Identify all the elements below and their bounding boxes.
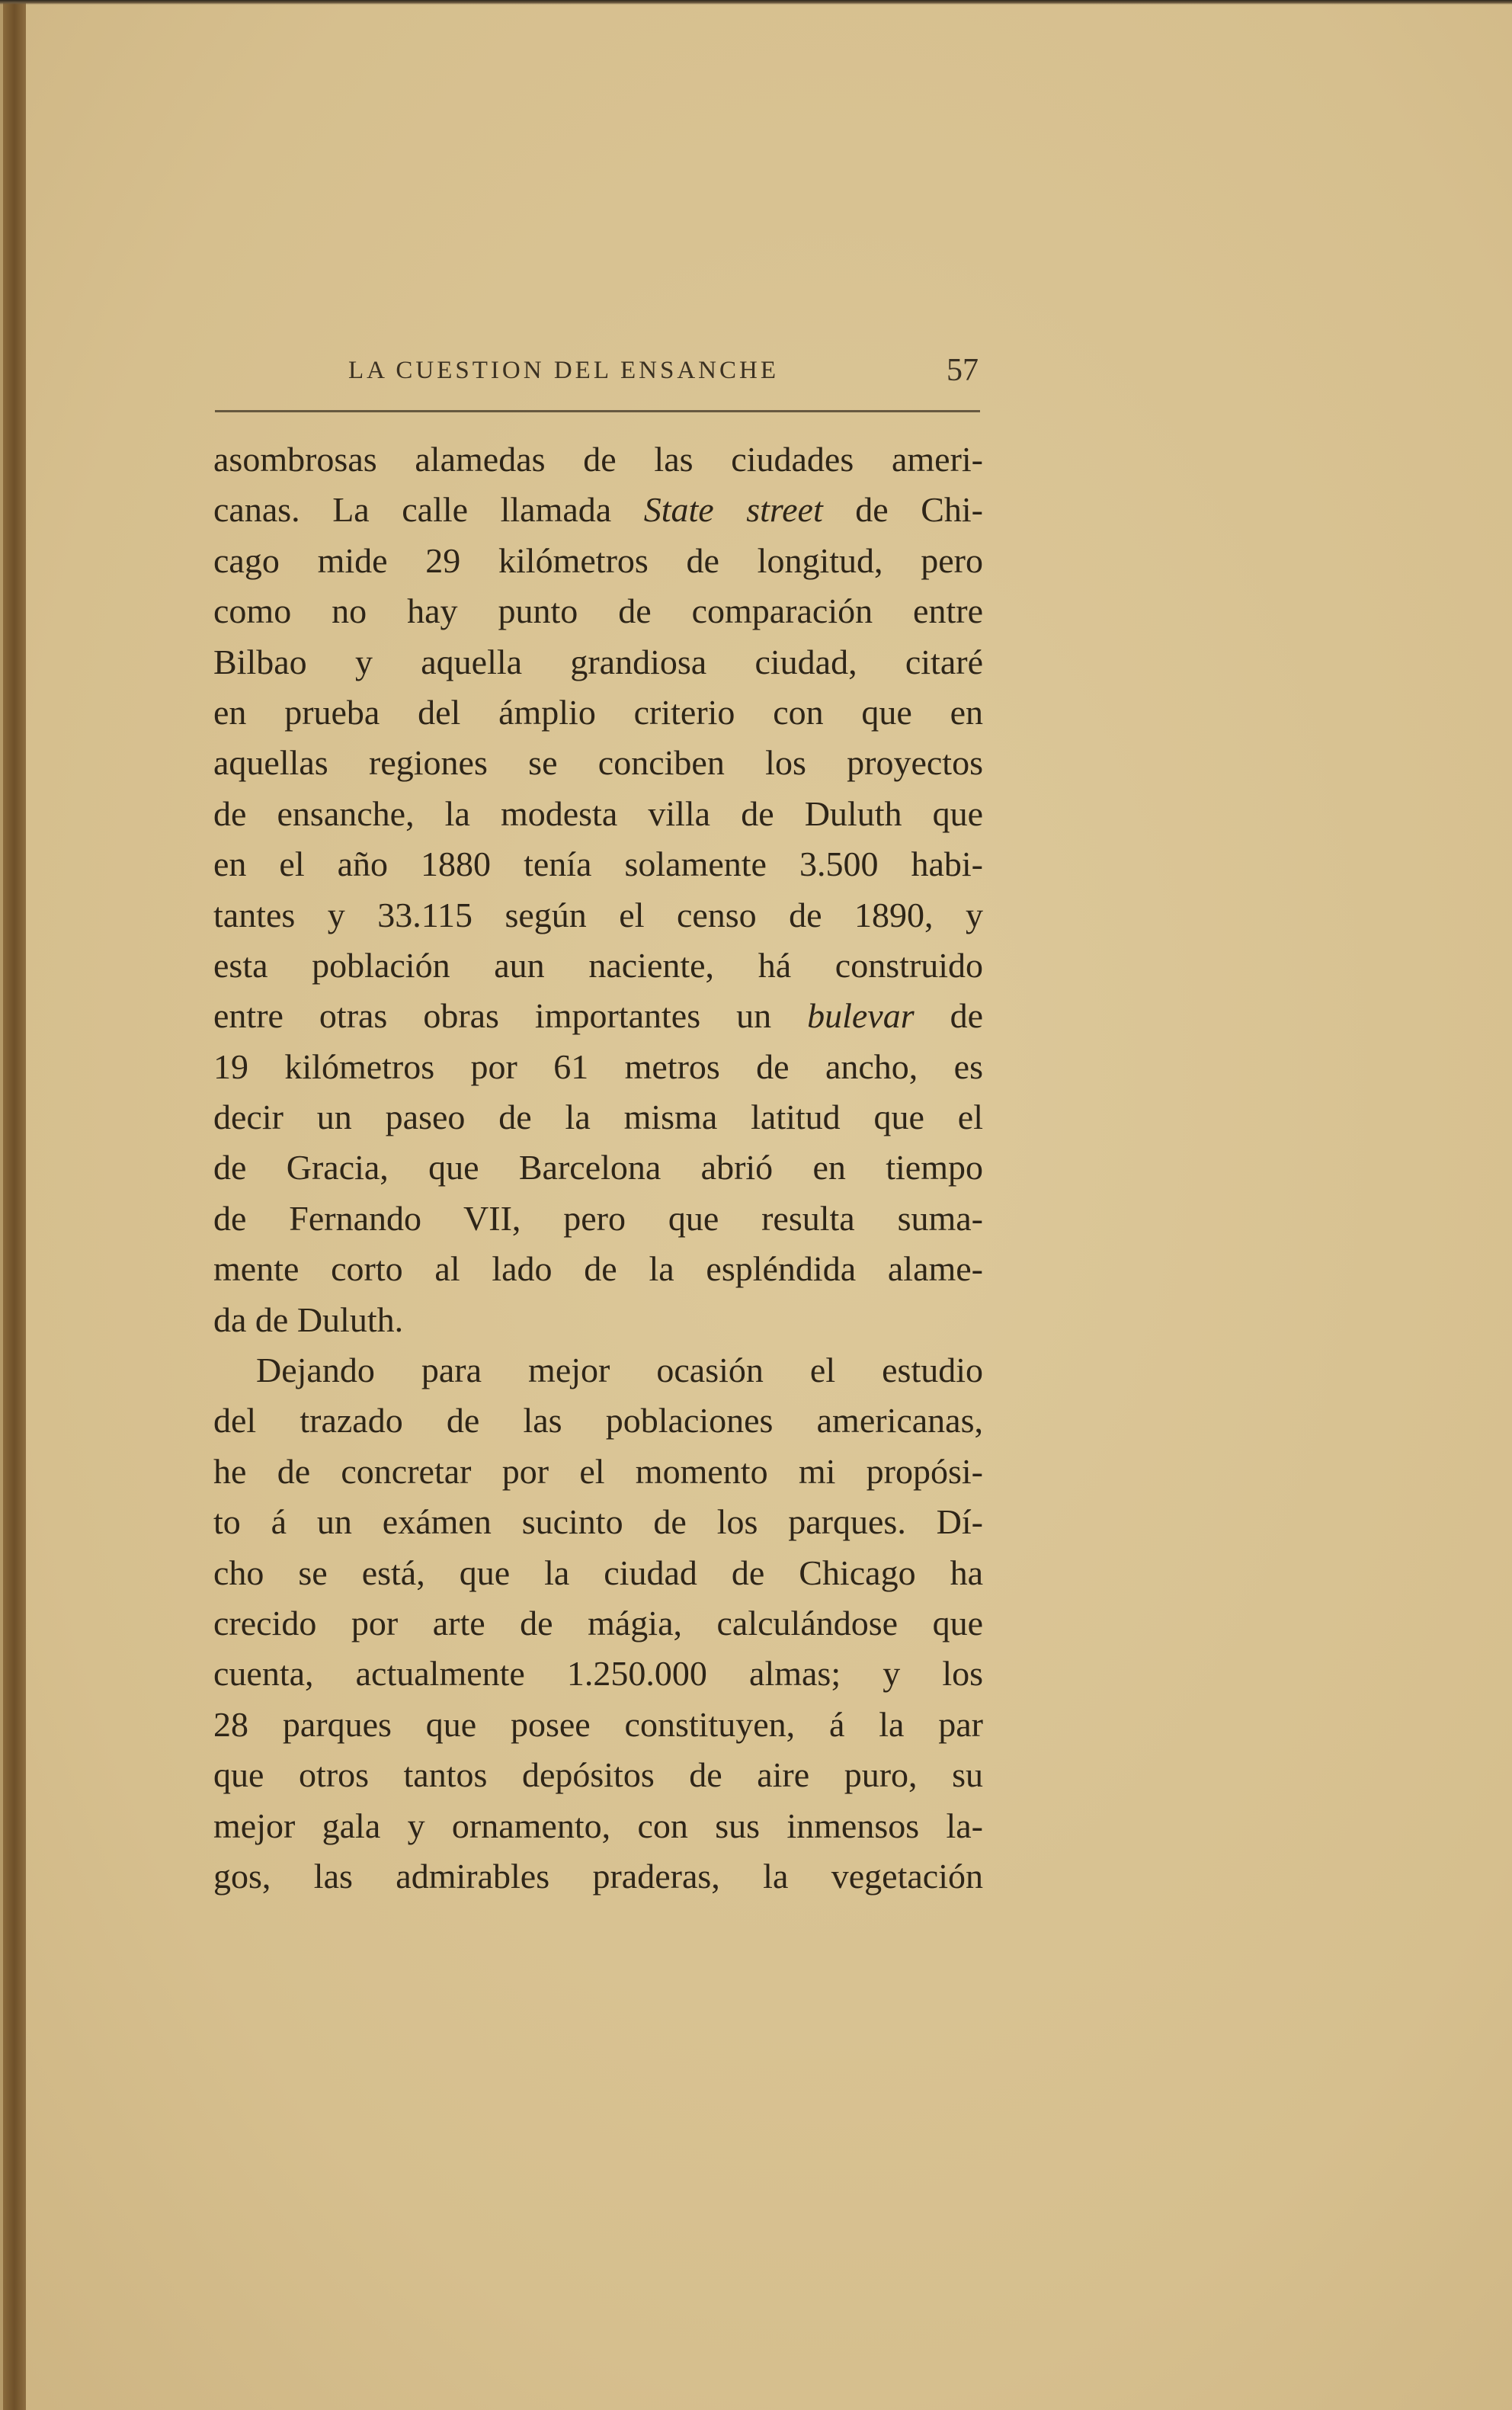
text-line: [213, 1092, 983, 1143]
text-segment: tantes y 33.115 según el censo de 1890, y: [213, 895, 983, 934]
line-content: [213, 434, 983, 485]
line-content: [213, 1194, 983, 1244]
text-line: [213, 991, 983, 1041]
text-segment: cago mide 29 kilómetros de longitud, pero: [213, 540, 983, 580]
line-content: [213, 1143, 983, 1193]
line-content: [213, 1244, 983, 1294]
text-segment: da de Duluth.: [213, 1300, 404, 1339]
line-content: [213, 1042, 983, 1092]
line-content: [213, 839, 983, 889]
line-content: [213, 1750, 983, 1800]
line-content: [213, 1092, 983, 1143]
text-line: [213, 789, 983, 839]
text-line: [213, 586, 983, 636]
line-content: [213, 1649, 983, 1699]
text-line: [213, 1143, 983, 1193]
text-line: [213, 1548, 983, 1598]
text-line: [213, 1396, 983, 1446]
text-line: [213, 637, 983, 687]
line-content: [213, 890, 983, 941]
line-content: [213, 941, 983, 991]
line-content: [213, 637, 983, 687]
text-segment: de: [914, 996, 983, 1036]
line-content: [213, 1548, 983, 1598]
text-line: [213, 1851, 983, 1902]
text-line: [213, 1295, 983, 1345]
text-line: [213, 1801, 983, 1851]
text-line: [213, 434, 983, 485]
text-segment: entre otras obras importantes un: [213, 996, 808, 1036]
paragraph: [213, 434, 983, 1345]
text-segment: mejor gala y ornamento, con sus inmensos la-: [213, 1806, 983, 1845]
text-segment: decir un paseo de la misma latitud que el: [213, 1098, 983, 1137]
text-segment: en prueba del ámplio criterio con que en: [213, 692, 983, 732]
line-content: [213, 1801, 983, 1851]
text-line: [213, 1598, 983, 1649]
text-segment: aquellas regiones se conciben los proyectos: [213, 743, 983, 783]
text-segment: del trazado de las poblaciones americanas,: [213, 1401, 983, 1441]
text-segment: canas. La calle llamada: [213, 490, 644, 530]
text-line: [213, 1194, 983, 1244]
text-segment: Dejando para mejor ocasión el estudio: [256, 1351, 983, 1390]
text-line: [213, 1447, 983, 1497]
page-top-edge: [0, 0, 1512, 5]
text-segment: cuenta, actualmente 1.250.000 almas; y los: [213, 1654, 983, 1694]
text-line: [213, 941, 983, 991]
page-number: 57: [947, 353, 979, 388]
text-line: [213, 1750, 983, 1800]
line-content: [213, 485, 983, 535]
text-segment: esta población aun naciente, há construido: [213, 945, 983, 985]
running-header: [215, 353, 979, 396]
text-segment: Bilbao y aquella grandiosa ciudad, citaré: [213, 642, 983, 681]
line-content: [213, 1447, 983, 1497]
text-line: [213, 890, 983, 941]
text-line: [213, 1244, 983, 1294]
text-segment: de Gracia, que Barcelona abrió en tiempo: [213, 1148, 983, 1187]
text-segment: de Fernando VII, pero que resulta suma-: [213, 1198, 983, 1238]
text-segment: gos, las admirables praderas, la vegetación: [213, 1856, 983, 1896]
text-segment: de Chi-: [822, 490, 984, 530]
text-segment: 28 parques que posee constituyen, á la par: [213, 1704, 983, 1744]
line-content: [256, 1345, 983, 1396]
text-line: [213, 1042, 983, 1092]
line-content: [213, 738, 983, 788]
text-segment: crecido por arte de mágia, calculándose que: [213, 1603, 983, 1642]
body-text: [213, 434, 983, 1902]
running-title: LA CUESTION DEL ENSANCHE: [348, 357, 780, 384]
italic-text: State street: [643, 490, 823, 530]
line-content: [213, 1851, 983, 1902]
text-segment: mente corto al lado de la espléndida alame-: [213, 1249, 983, 1289]
book-binding: [3, 0, 26, 2410]
header-rule: [215, 410, 980, 412]
text-segment: 19 kilómetros por 61 metros de ancho, es: [213, 1046, 983, 1086]
text-line: [213, 839, 983, 889]
text-segment: cho se está, que la ciudad de Chicago ha: [213, 1553, 983, 1592]
paragraph: [213, 1345, 983, 1902]
line-content: [213, 536, 983, 586]
text-line: [213, 738, 983, 788]
text-line: [213, 485, 983, 535]
text-segment: que otros tantos depósitos de aire puro, su: [213, 1755, 983, 1795]
text-segment: asombrosas alamedas de las ciudades ameri-: [213, 440, 983, 479]
text-segment: he de concretar por el momento mi propósi-: [213, 1451, 983, 1491]
line-content: [213, 1497, 983, 1547]
line-content: [213, 1396, 983, 1446]
text-line: [213, 1700, 983, 1750]
line-content: [213, 789, 983, 839]
text-line: [213, 1649, 983, 1699]
text-segment: como no hay punto de comparación entre: [213, 591, 983, 631]
text-segment: de ensanche, la modesta villa de Duluth que: [213, 793, 983, 833]
text-line: [213, 1345, 983, 1396]
line-content: [213, 1598, 983, 1649]
line-content: [213, 1700, 983, 1750]
line-content: [213, 586, 983, 636]
text-segment: to á un exámen sucinto de los parques. Dí-: [213, 1502, 983, 1542]
text-line: [213, 687, 983, 738]
line-content: [213, 991, 983, 1041]
line-content: [213, 687, 983, 738]
italic-text: bulevar: [807, 996, 915, 1036]
text-line: [213, 1497, 983, 1547]
text-line: [213, 536, 983, 586]
line-content: [213, 1295, 983, 1345]
text-segment: en el año 1880 tenía solamente 3.500 habi-: [213, 844, 983, 884]
